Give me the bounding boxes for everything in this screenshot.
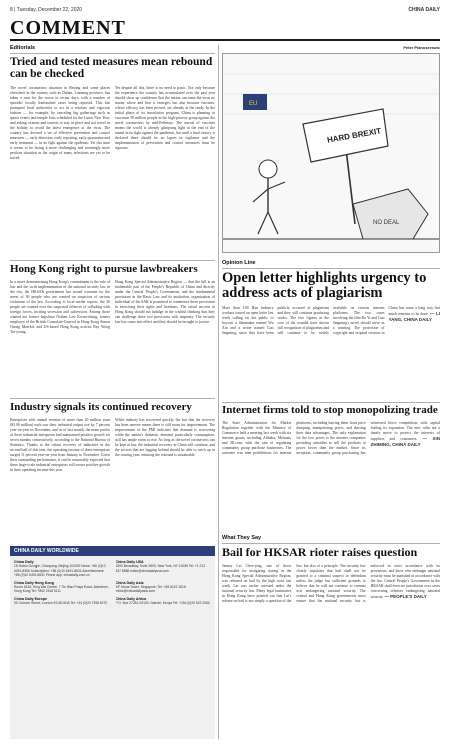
contact-info-box [10, 546, 215, 739]
internet-byline: — XIN ZHIMING, CHINA DAILY [370, 436, 440, 447]
cartoon-eu-tag: EU [249, 101, 258, 107]
opinion-text: More than 100 Han industry workers issued an open letter last week calling on the public to boycott a filmmaker named Wu Xin and a writer named Guo Jingming, since they have been publicly accused of plagiarism and they still continue producing works. The five figures at the core of the scandal have shown full recognition of plagiarism and will continue to be widely available on various internet platforms. The two cases involving the film Ru Yi and Guo Jingming's novel should serve as a warning. The protection of copyright and original creators in China has come a long way, but much remains to be done. [222, 306, 440, 335]
contact-china-daily-africa [116, 597, 212, 606]
page-topbar [10, 6, 440, 16]
paper-name: CHINA DAILY [408, 7, 440, 13]
industry-body [10, 418, 110, 540]
contact-box-header: CHINA DAILY WORLDWIDE [10, 546, 215, 556]
hk-editorial-body [10, 280, 110, 395]
contact-text: 1500 Broadway, Suite 2800, New York, NY 10036 Tel: +1 212 537 8888 editor@chinadailyusa.com [115, 564, 206, 573]
cartoon-byline: Peter Pianoserswic [403, 45, 440, 50]
lead-editorial-headline: Tried and tested measures mean rebound can be checked [10, 56, 213, 81]
internet-text-2: The only explanation for the low prices is the internet companies providing subsidies to sell the products at prices lower than the market. Since its inception, community group purchasing has witnessed fierce competition, with capital fueling its expansion. The new rules are a timely move to protect the interests of suppliers and consumers. [296, 421, 440, 455]
divider [10, 398, 215, 399]
lead-editorial-text: The novel coronavirus situation in Beijing and some places elsewhere in the country such as Dalian, Liaoning province, has taken a turn for the worse in recent days, with a number of sporadic locally transmitted cases being reported. This has prompted local authorities to act in a resolute and vigorous fashion — for example, by canceling big gatherings such as sports events and temple fairs scheduled for the Lunar New Year, and asking citizens and tourists to stay in place and not travel in the holiday to avoid the latest emergence of the virus. The country has devised a set of effective prevention and control measures — early detection, early reporting, early quarantine and early treatment — in its fight against the epidemic. Yet this time it seems to be facing a more challenging and seemingly more perilous situation as the origin of many infections are yet to be traced. [10, 86, 110, 160]
section-title: COMMENT [10, 17, 126, 39]
industry-body-continued [115, 418, 215, 540]
opinion-line-label: Opinion Line [222, 260, 256, 266]
contact-title: China Daily Europe [14, 596, 47, 601]
editorial-cartoon [222, 53, 440, 253]
page-date: 8 | Tuesday, December 22, 2020 [10, 7, 83, 13]
opinion-headline: Open letter highlights urgency to address acts of plagiarism [222, 270, 427, 302]
hk-editorial-text: In a move demonstrating Hong Kong's commitment to the rule of law and the swift implementation of the national security law in the city, the HKSAR government has issued warrants for the arrest of 30 people who are wanted on suspicion of serious violations of the law. According to local media reports, the 30 people are wanted over the suspected offences of colluding with foreign forces, inciting secession and subversion. Among those wanted are former legislator Nathan Law Kwun-chung, former employee of the British Consulate-General in Hong Kong Simon Cheng Man-kit, and US-based Hong Kong activist Ray Wong Toi-yeung. [10, 280, 110, 334]
contact-text: 15 Huixin Dongjie, Chaoyang, Beijing 100029 News: +86 (0)10 6491-8366 Subscription: +86 (0)10 6491-8631 Advertisement: +86 (0)10 6491-8631 Phone app: chinadaily.com.cn [14, 564, 106, 578]
contact-title: China Daily Hong Kong [14, 580, 54, 585]
contact-title: China Daily USA [115, 560, 144, 564]
industry-text: Enterprises with annual revenue of more than 20 million yuan ($3.06 million) each saw their industrial output rise by 7 percent year-on-year in November, and as of last month, the main profits of these industrial enterprises had maintained positive growth for seven months consecutively, according to the National Bureau of Statistics. Thanks to the robust recovery of industries in the second half of this year, the operating income of these enterprises surged 11 percent year-on-year from January to November. Given their outstanding performance, it can be reasonably expected that these large-scale industrial enterprises will secure positive growth in their operating income this year. [10, 418, 110, 472]
cartoon-rubble-label: NO DEAL [373, 220, 400, 226]
contact-text: 90 Cannon Street, London EC4N 6HA Tel: +44 (0)20 7398 8270 [14, 601, 108, 606]
contact-title: China Daily [14, 560, 34, 564]
lead-editorial-text-2: Yet despite all this, there is no need to panic. Not only because the experience the country has accumulated over the past year should show up confidence that the nation can tame the virus no matter where and how it emerges, but also because vaccines, whose efficacy has been proved, are already at the ready. In the initial phase of its inoculation program, China is planning to vaccinate 50 million people in the high-priority group against the novel coronavirus by mid-February. The arrival of vaccines means the world is already glimpsing light at the end of the tunnel in its fight against the pandemic, but until a final victory is declared there should be no lapses in vigilance and the implementation of prevention and control measures must be rigorous. [115, 86, 215, 150]
contact-text: P.O. Box 27281-00100, Nairobi, Kenya Tel: +254 (0)20 522 2080 [115, 601, 210, 606]
industry-headline: Industry signals its continued recovery [10, 401, 192, 413]
contact-china-daily-usa [116, 560, 212, 578]
contact-text: 9/F Mona Tower, Singapore; Tel: +65 6222 1818 editor@chinadailyasia.com [115, 585, 186, 594]
contact-text: Room 1818, Hing Wai Centre, 7 Tin Wan Praya Road, Aberdeen, Hong Kong Tel: +852 2518 5111 [14, 585, 109, 594]
what-they-say-headline: Bail for HKSAR rioter raises question [222, 545, 418, 559]
opinion-body [222, 306, 440, 398]
what-they-say-text-2: The central and Hong Kong governments must ensure that the national security law is enforced in strict accordance with its provisions, and those who endanger national security must be punished in accordance with the law. Central People's Government in the HKSAR shall exercise jurisdiction over cases concerning offenses endangering national security. [296, 564, 440, 603]
column-divider [218, 45, 219, 739]
section-masthead [10, 17, 440, 41]
contact-china-daily-hk [14, 581, 110, 594]
cartoon-illustration [223, 54, 440, 253]
divider [222, 402, 440, 403]
divider [222, 268, 440, 269]
industry-text-2: While industry has recovered quickly, the fact that the recovery has been uneven means there is still room for improvement. The improvement in the PMI indicates that demand is recovering while the nation's domestic demand, particularly consumption, still has ample room to rise. As long as the novel coronavirus can be kept at bay, the industrial recovery in China will continue, and the sectors that are lagging behind should be able to catch up in the coming year, ensuring the rebound is sustainable. [115, 418, 215, 457]
internet-headline: Internet firms told to stop monopolizing trade [222, 404, 438, 416]
cartoon-sign-text: HARD BREXIT [326, 126, 382, 145]
contact-china-daily [14, 560, 110, 578]
internet-text: The State Administration for Market Regulation together with the Ministry of Commerce held a meeting last week with six internet giants, including Alibaba, Meituan, and JD.com, with the aim of regulating community group purchase businesses. The outcome was nine prohibitions for internet platforms, including barring them from price dumping, manipulating prices, and abusing their data advantages. [222, 421, 366, 455]
contact-china-daily-asia [116, 581, 212, 594]
lead-editorial-body [10, 86, 110, 256]
internet-body [222, 421, 440, 531]
lead-editorial-body-continued [115, 86, 215, 256]
contact-title: China Daily Asia [115, 580, 144, 585]
contact-china-daily-europe [14, 597, 110, 606]
divider [10, 53, 215, 54]
contact-title: China Daily Africa [115, 596, 147, 601]
opinion-byline: — LI YANG, CHINA DAILY [388, 311, 440, 322]
editorials-label: Editorials [10, 45, 36, 51]
divider [10, 260, 215, 261]
what-they-say-label: What They Say [222, 535, 262, 541]
hk-editorial-text-2: Hong Kong Special Administrative Region — that the bill is an inalienable part of the People's Republic of China and directly under the Central People's Government, and the fundamental provisions in the Basic Law and its institution, organization of individual of the SAR is permitted to commence these provisions in exercising their rights and freedoms. The actual success in Hong Kong should not indulge in the wishful thinking that they can challenge these two provisions with impunity. The security law has come into effect and they should be brought to justice. [115, 280, 215, 324]
what-they-say-text: Jimmy Lai Chee-ying, one of those responsible for instigating rioting in the Hong Kong Special Administrative Region, was released on bail by the high court last week. Lai was earlier arrested under the national security law. Many legal luminaries in Hong Kong have pointed out that Lai's release on bail is not simply a question of the law, but also of a principle. The security law clearly stipulates that bail shall not be granted to a criminal suspect or defendant unless the judge has sufficient grounds to believe that he will not continue to commit acts endangering national security. [222, 564, 366, 603]
what-they-say-byline: — PEOPLE'S DAILY [384, 594, 427, 599]
divider [222, 543, 440, 544]
hk-editorial-headline: Hong Kong right to pursue lawbreakers [10, 263, 198, 275]
hk-editorial-body-continued [115, 280, 215, 395]
what-they-say-body [222, 564, 440, 739]
